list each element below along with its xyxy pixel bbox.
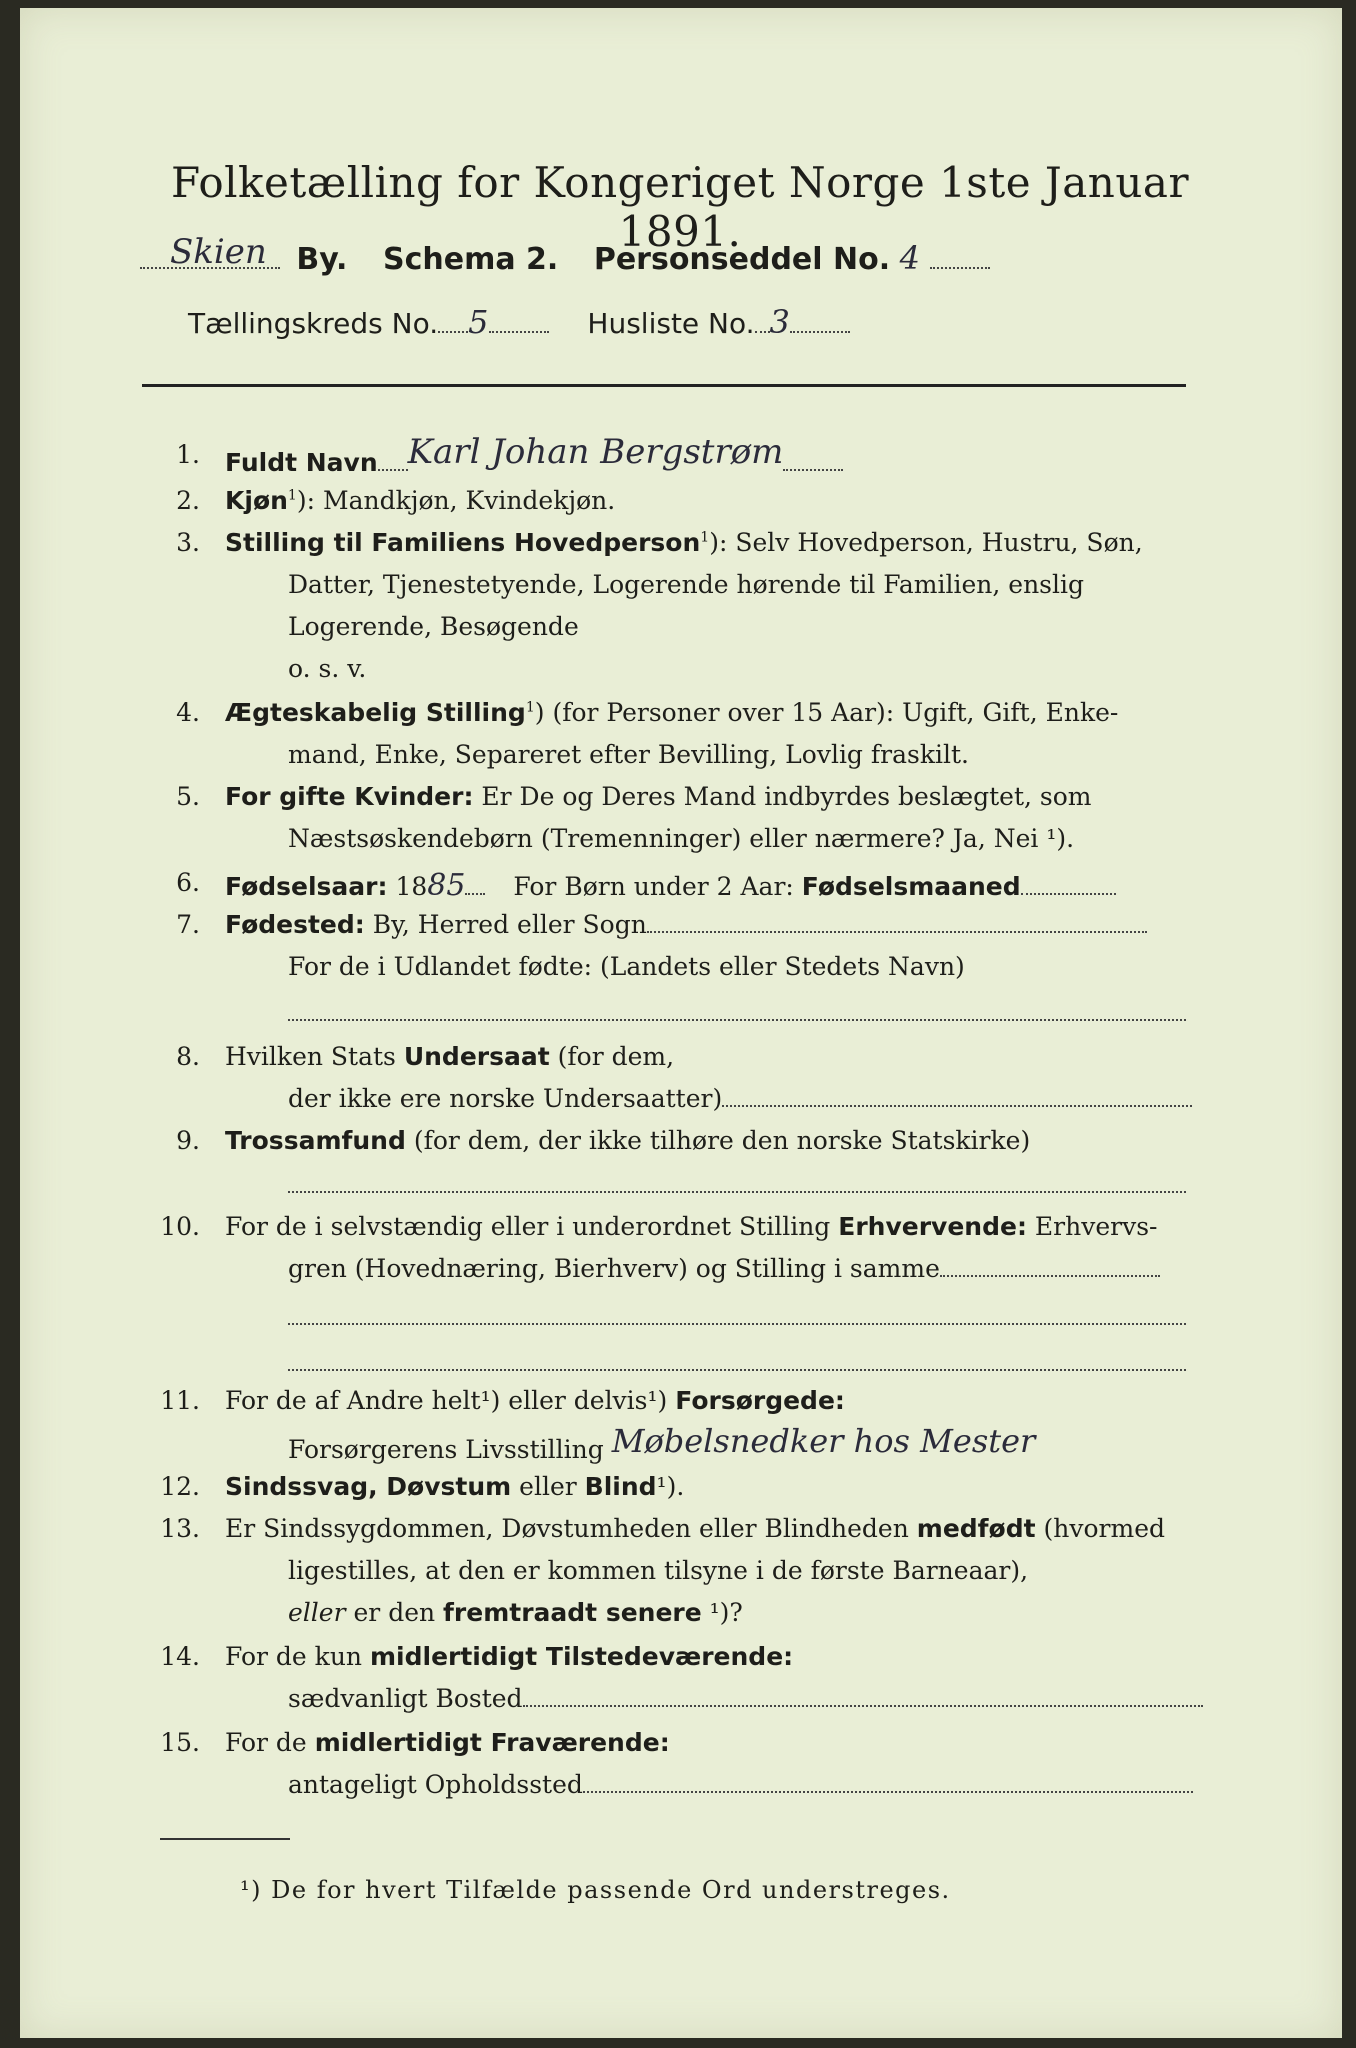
label-aegteskab: Ægteskabelig Stilling: [225, 698, 526, 727]
label-forsorgede: Forsørgede:: [675, 1386, 845, 1415]
header-divider: [142, 384, 1186, 387]
label-trossamfund: Trossamfund: [225, 1126, 406, 1155]
personseddel-value: 4: [899, 239, 921, 277]
footnote: ¹) De for hvert Tilfælde passende Ord understreges.: [240, 1876, 951, 1904]
label-fuldt-navn: Fuldt Navn: [225, 448, 378, 477]
header-line-3: [188, 303, 850, 341]
value-fodselsaar: 85: [427, 868, 466, 903]
personseddel-label: Personseddel No.: [593, 242, 891, 277]
husliste-value: 3: [769, 303, 790, 341]
by-value: Skien: [170, 232, 267, 272]
header-line-2: [140, 232, 990, 278]
schema-label: Schema 2.: [382, 242, 559, 277]
kreds-value: 5: [468, 303, 489, 341]
label-erhvervende: Erhvervende:: [838, 1212, 1027, 1241]
label-stilling: Stilling til Familiens Hovedperson: [225, 528, 701, 557]
value-forsorger: Møbelsnedker hos Mester: [611, 1422, 1036, 1460]
footnote-divider: [160, 1838, 290, 1840]
by-label: By.: [296, 242, 348, 277]
label-undersaat: Undersaat: [403, 1042, 550, 1071]
form-title: Folketælling for Kongeriget Norge 1ste Januar 1891.: [170, 158, 1190, 256]
label-fodselsaar: Fødselsaar:: [225, 872, 388, 901]
label-kjon: Kjøn: [225, 486, 288, 515]
census-form-page: Folketælling for Kongeriget Norge 1ste Januar 1891. Skien By. Schema 2. Personseddel No. 4 Tællingskreds No. 5 Husliste No. 3 1. Fuldt Navn Karl Johan Bergstrøm 2. Kjøn$^1$): Mandkjøn, Kvindekjøn. 3. Stilling til Familiens Hovedperson$^1$): Selv Hovedperson, Hustru, Søn, Datter, Tjenestetyende, Logerende hørende til Familien, enslig Logerende, Besøgende o. s. v. 4. Ægteskabelig Stilling$^1$) (for Personer over 15 Aar): Ugift, Gift, Enke- mand, Enke, Separeret efter Bevilling, Lovlig fraskilt. 5. For gifte Kvinder: Er De og Deres Mand indbyrdes beslægtet, som Næstsøskendebørn (Tremenninger) eller nærmere? Ja, Nei ¹). 6. Fødselsaar: 1885 For Børn under 2 Aar: Fødselsmaaned 7. Fødested: By, Herred eller Sogn For de i Udlandet fødte: (Landets eller Stedets Navn) 8. Hvilken Stats Undersaat (for dem, der ikke ere norske Undersaatter) 9. Trossamfund (for dem, der ikke tilhøre den norske Statskirke) 10. For de i selvstændig eller i underordnet Stilling Erhvervende: Erhvervs- gren (Hovednæring, Bierhverv) og Stilling i samme 11. For de af Andre helt¹) eller delvis¹) Forsørgede: Forsørgerens Livsstilling Møbelsnedker hos Mester 12. Sindssvag, Døvstum eller Blind¹). 13. Er Sindssygdommen, Døvstumheden eller Blindheden medfødt (hvormed ligestilles, at den er kommen tilsyne i de første Barneaar), eller er den fremtraadt senere ¹)? 14. For de kun midlertidigt Tilstedeværende: sædvanligt Bosted 15. For de midlertidigt Fraværende: antageligt Opholdssted ¹) De for hvert Tilfælde passende Ord understreges.: [20, 8, 1342, 2038]
label-gifte: For gifte Kvinder:: [225, 782, 474, 811]
value-fuldt-navn: Karl Johan Bergstrøm: [407, 432, 784, 472]
husliste-label: Husliste No.: [587, 307, 755, 340]
label-fodested: Fødested:: [225, 910, 365, 939]
kreds-label: Tællingskreds No.: [188, 307, 439, 340]
